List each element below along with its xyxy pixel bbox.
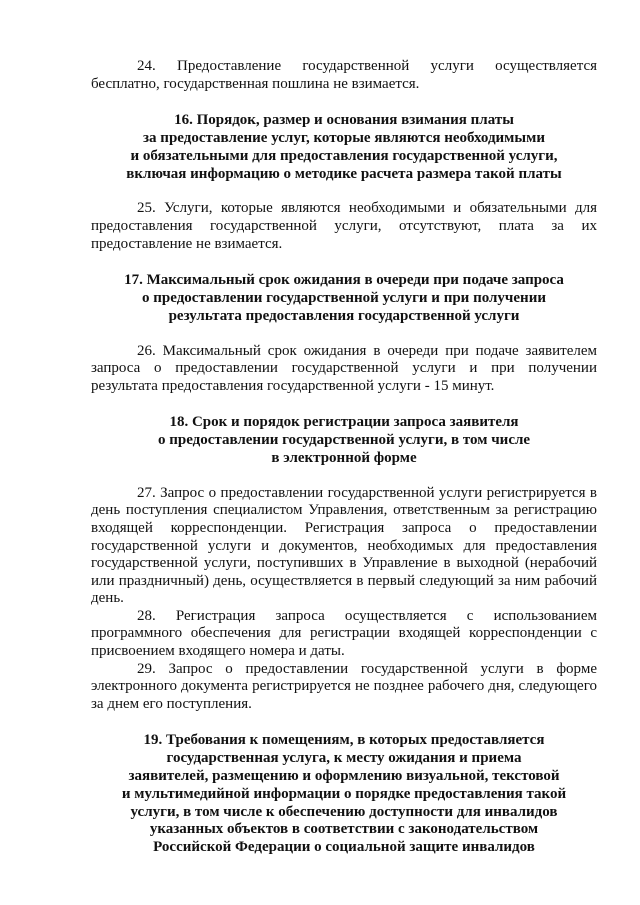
heading-19-line-4: и мультимедийной информации о порядке предоставления такой: [121, 785, 567, 802]
heading-16-line-3: и обязательными для предоставления государственной услуги,: [130, 147, 558, 164]
heading-17-line-1: 17. Максимальный срок ожидания в очереди при подаче запроса: [124, 272, 564, 289]
section-heading-16: [91, 112, 597, 183]
heading-19-line-3: заявителей, размещению и оформлению визуальной, текстовой: [128, 768, 560, 785]
section-heading-19: [91, 732, 597, 857]
paragraph-27: 27. Запрос о предоставлении государственной услуги регистрируется в день поступления специалистом Управления, ответственным за регистрацию входящей корреспонденции. Регистрация запроса о предоставлении государственной услуги и документов, необходимых для предоставления государственной услуги, поступивших в Управление в выходной (нерабочий или праздничный) день, осуществляется в первый следующий за ним рабочий день.: [91, 484, 597, 607]
heading-19-line-5: услуги, в том числе к обеспечению доступности для инвалидов: [130, 803, 558, 820]
section-heading-17: [91, 272, 597, 325]
paragraph-25: 25. Услуги, которые являются необходимыми и обязательными для предоставления государственной услуги, отсутствуют, плата за их предоставление не взимается.: [91, 200, 597, 252]
section-heading-18: [91, 414, 597, 467]
paragraph-29: 29. Запрос о предоставлении государственной услуги в форме электронного документа регистрируется не позднее рабочего дня, следующего за днем его поступления.: [91, 660, 597, 712]
paragraph-28: 28. Регистрация запроса осуществляется с использованием программного обеспечения для регистрации входящей корреспонденции с присвоением входящего номера и даты.: [91, 607, 597, 660]
heading-18-line-3: в электронной форме: [271, 449, 417, 466]
paragraph-24: 24. Предоставление государственной услуги осуществляется бесплатно, государственная пошлина не взимается.: [91, 58, 597, 92]
heading-19-line-2: государственная услуга, к месту ожидания и приема: [166, 750, 522, 767]
heading-19-line-7: Российской Федерации о социальной защите инвалидов: [153, 839, 535, 856]
heading-16-line-4: включая информацию о методике расчета размера такой платы: [126, 165, 562, 182]
heading-17-line-3: результата предоставления государственной услуги: [168, 307, 520, 324]
heading-18-line-1: 18. Срок и порядок регистрации запроса заявителя: [169, 414, 519, 431]
heading-18-line-2: о предоставлении государственной услуги, в том числе: [157, 432, 531, 449]
heading-17-line-2: о предоставлении государственной услуги и при получении: [142, 289, 546, 306]
heading-19-line-1: 19. Требования к помещениям, в которых предоставляется: [143, 732, 545, 749]
paragraph-26: 26. Максимальный срок ожидания в очереди при подаче заявителем запроса о предоставлении государственной услуги и при получении результата предоставления государственной услуги - 15 минут.: [91, 342, 597, 394]
heading-16-line-1: 16. Порядок, размер и основания взимания платы: [174, 112, 514, 129]
heading-16-line-2: за предоставление услуг, которые являются необходимыми: [143, 129, 545, 146]
heading-19-line-6: указанных объектов в соответствии с законодательством: [149, 821, 539, 838]
